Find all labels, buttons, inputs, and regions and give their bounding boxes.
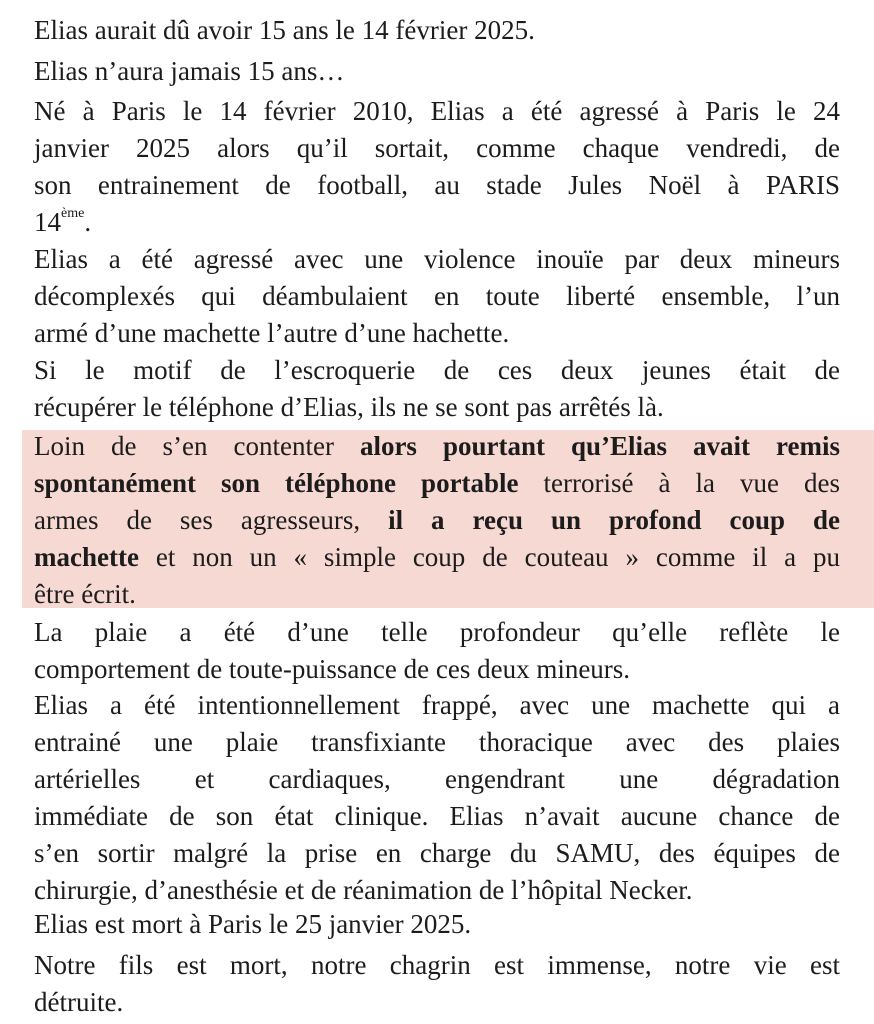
text-line: Elias aurait dû avoir 15 ans le 14 février 2025.	[34, 15, 535, 45]
text-line: entrainé une plaie transfixiante thoracique avec des plaies	[34, 727, 840, 757]
paragraph-death	[34, 906, 840, 943]
arrondissement-period: .	[84, 207, 92, 237]
text-line: être écrit.	[34, 579, 136, 609]
paragraph-grief	[34, 947, 840, 1021]
paragraph-wound-depth	[34, 614, 840, 688]
paragraph-highlighted-machette	[34, 428, 840, 613]
text-line: immédiate de son état clinique. Elias n’avait aucune chance de	[34, 801, 840, 831]
paragraph-motive	[34, 352, 840, 426]
text-line: son entrainement de football, au stade Jules Noël à PARIS	[34, 170, 840, 200]
text-line	[34, 539, 840, 576]
text-line: Si le motif de l’escroquerie de ces deux jeunes était de	[34, 355, 840, 385]
text-line: décomplexés qui déambulaient en toute liberté ensemble, l’un	[34, 281, 840, 311]
text-line	[34, 465, 840, 502]
normal-text: et non un « simple coup de couteau » comme il a pu	[138, 542, 840, 572]
bold-text: il a reçu un profond coup de	[388, 505, 840, 535]
paragraph-birth-and-attack	[34, 93, 840, 241]
normal-text: Loin de s’en contenter	[34, 431, 360, 461]
text-line: armé d’une machette l’autre d’une hachette.	[34, 318, 510, 348]
text-line: comportement de toute-puissance de ces deux mineurs.	[34, 654, 631, 684]
text-line: détruite.	[34, 987, 124, 1017]
text-line: Elias a été intentionnellement frappé, avec une machette qui a	[34, 690, 840, 720]
text-line: chirurgie, d’anesthésie et de réanimation de l’hôpital Necker.	[34, 875, 693, 905]
text-line: Né à Paris le 14 février 2010, Elias a été agressé à Paris le 24	[34, 96, 840, 126]
normal-text: terrorisé à la vue des	[518, 468, 840, 498]
text-line-arrondissement	[34, 204, 840, 241]
bold-text: machette	[34, 542, 139, 572]
paragraph-birthday	[34, 12, 840, 49]
text-line: artérielles et cardiaques, engendrant une dégradation	[34, 764, 840, 794]
arrondissement-suffix: ème	[61, 206, 85, 221]
text-line: janvier 2025 alors qu’il sortait, comme chaque vendredi, de	[34, 133, 840, 163]
text-line: Elias est mort à Paris le 25 janvier 2025.	[34, 909, 472, 939]
text-line: s’en sortir malgré la prise en charge du SAMU, des équipes de	[34, 838, 840, 868]
bold-text: spontanément son téléphone portable	[34, 468, 519, 498]
text-line: Notre fils est mort, notre chagrin est immense, notre vie est	[34, 950, 840, 980]
bold-text: alors pourtant qu’Elias avait remis	[359, 431, 840, 461]
paragraph-violence	[34, 241, 840, 352]
text-line: La plaie a été d’une telle profondeur qu’elle reflète le	[34, 617, 840, 647]
text-line: Elias a été agressé avec une violence inouïe par deux mineurs	[34, 244, 840, 274]
text-line	[34, 502, 840, 539]
text-line: récupérer le téléphone d’Elias, ils ne se sont pas arrêtés là.	[34, 392, 664, 422]
text-line: Elias n’aura jamais 15 ans…	[34, 56, 345, 86]
normal-text: armes de ses agresseurs,	[34, 505, 389, 535]
paragraph-medical	[34, 687, 840, 909]
paragraph-never-15	[34, 53, 840, 90]
arrondissement-number: 14	[34, 207, 61, 237]
text-line	[34, 428, 840, 465]
